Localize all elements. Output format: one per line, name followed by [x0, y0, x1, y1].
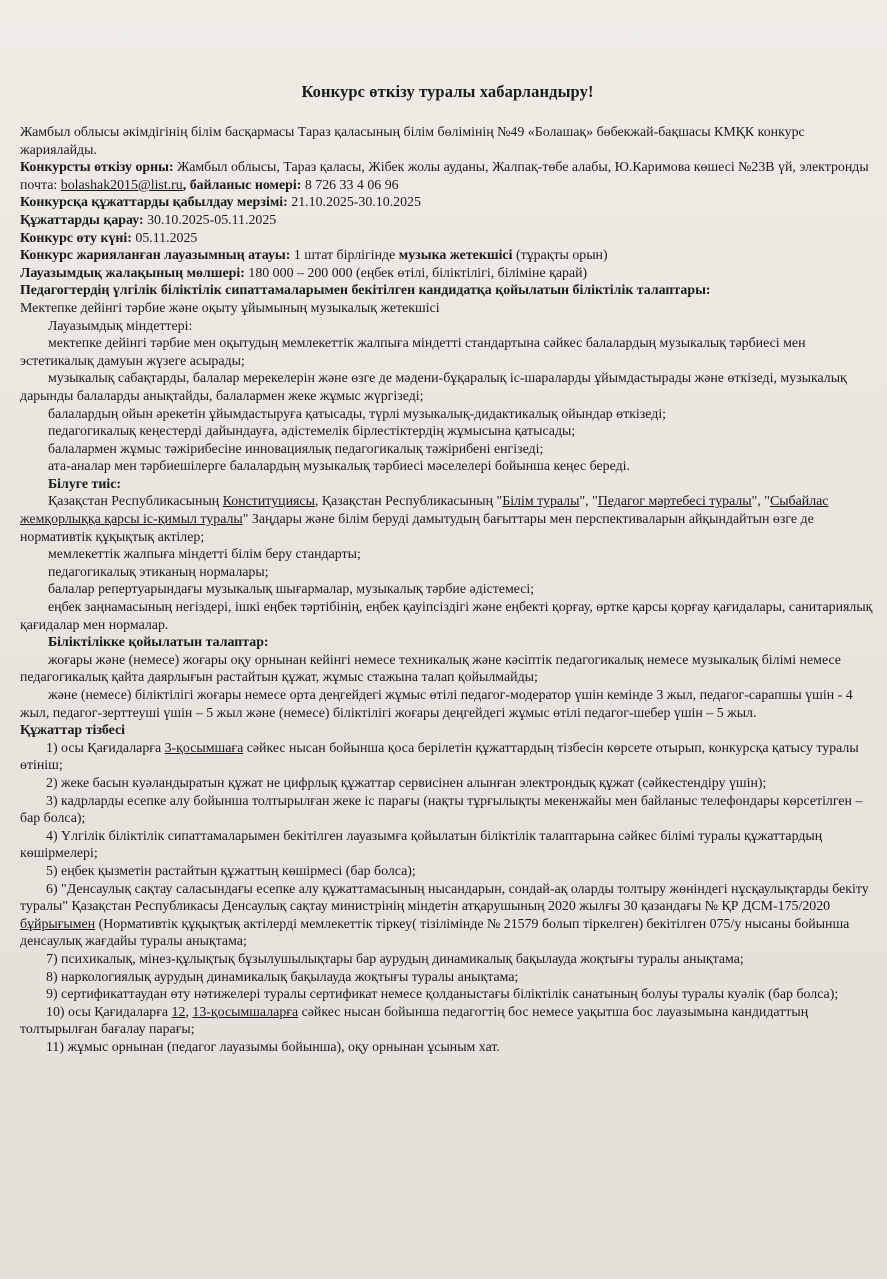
salary-line — [20, 265, 875, 283]
position-title: музыка жетекшісі — [398, 248, 513, 264]
requirement-item: және (немесе) біліктілігі жоғары немесе орта деңгейдегі жұмыс өтілі педагог-модератор үшін кемінде 3 жыл, педагог-сарапшы үшін - 4 жыл, педагог-зерттеуші үшін – 5 жыл және (немесе) біліктілігі жоғары деңгейдегі жұмыс өтілі педагог-шебер үшін – 5 жыл. — [20, 688, 853, 721]
knowledge-item: педагогикалық этиканың нормалары; — [48, 564, 269, 580]
constitution-link[interactable]: Конституциясы — [222, 494, 315, 510]
document-item-text: , — [185, 1004, 193, 1020]
document-item: 3) кадрларды есепке алу бойынша толтырылған жеке іс парағы (нақты тұрғылықты мекенжайы мен байланыс телефондары көрсетілген – бар болса); — [20, 793, 863, 827]
duty-item: педагогикалық кеңестерді дайындауға, әдістемелік бірлестіктердің жұмысына қатысады; — [48, 424, 576, 440]
email-link[interactable]: bolashak2015@list.ru — [60, 177, 183, 193]
document-body — [20, 124, 875, 1056]
duty-item: ата-аналар мен тәрбиешілерге балалардың музыкалық тәрбиесі мәселелері бойынша кеңес береді. — [48, 459, 630, 475]
document-item-text: сәйкес нысан бойынша педагогтің бос немесе уақытша бос лауазымына кандидаттың толтырылған бағалау парағы; — [20, 1004, 809, 1038]
contest-day-line — [20, 230, 875, 248]
document-item — [20, 881, 875, 951]
contest-day-label: Конкурс өту күні: — [20, 230, 132, 246]
knowledge-text: " Заңдары және білім беруді дамытудың бағыттары мен перспективаларын айқындайтын өзге де нормативтік құқықтық актілер; — [20, 512, 814, 545]
duty-item: музыкалық сабақтарды, балалар мерекелерін және өзге де мәдени-бұқаралық іс-шараларды ұйымдастырады және өткізеді, музыкалық дарынды балаларды анықтайды, балалармен жеке жұмыс жүргізеді; — [20, 371, 847, 404]
document-title: Конкурс өткізу туралы хабарландыру! — [301, 82, 594, 101]
anti-corruption-law-link[interactable]: Сыбайлас жемқорлыққа қарсы іс-қимыл туралы — [20, 494, 829, 528]
document-item-text: 10) осы Қағидаларға — [46, 1004, 172, 1020]
review-line — [20, 212, 875, 230]
duty-item: балалармен жұмыс тәжірибесіне инновациялық педагогикалық тәжірибені енгізеді; — [48, 441, 544, 457]
document-item — [20, 740, 875, 775]
knowledge-heading: Білуге тиіс: — [48, 476, 122, 492]
document-item: 2) жеке басын куәландыратын құжат не цифрлық құжаттар сервисінен алынған электрондық құжат (сәйкестендіру үшін); — [46, 775, 767, 791]
documents-heading: Құжаттар тізбесі — [20, 723, 126, 739]
document-item: 9) сертификаттаудан өту нәтижелері туралы сертификат немесе қолданыстағы біліктілік санатының болуы туралы куәлік (бар болса); — [46, 987, 839, 1003]
appendix-12-link[interactable]: 12 — [171, 1004, 186, 1020]
intro-paragraph: Жамбыл облысы әкімдігінің білім басқармасы Тараз қаласының білім бөлімінің №49 «Болашақ» бөбекжай-бақшасы КМҚК конкурс жариялайды. — [20, 125, 805, 158]
document-item — [20, 1004, 875, 1039]
duties-heading: Лауазымдық міндеттері: — [48, 318, 193, 334]
venue-address: Жамбыл облысы, Тараз қаласы, Жібек жолы ауданы, Жалпақ-төбе алабы, Ю.Каримова көшесі №23В үй, электронды почта: — [20, 160, 869, 193]
knowledge-item: мемлекеттік жалпыға міндетті білім беру стандарты; — [48, 547, 361, 563]
position-prefix: 1 штат бірлігінде — [293, 248, 396, 264]
venue-label: Конкурсты өткізу орны: — [20, 160, 174, 176]
knowledge-item: еңбек заңнамасының негіздері, ішкі еңбек тәртібінің, еңбек қауіпсіздігі және еңбекті қорғау, өртке қарсы қорғау қағидалары, санитариялық қағидалар мен нормалар. — [20, 600, 873, 633]
deadline-line — [20, 194, 875, 212]
education-law-link[interactable]: Білім туралы — [502, 494, 580, 510]
duty-item: мектепке дейінгі тәрбие мен оқытудың мемлекеттік жалпыға міндетті стандартына сәйкес балалардың музыкалық тәрбиесі мен эстетикалық дамуын жүзеге асырады; — [20, 336, 806, 369]
appendix-13-link[interactable]: 13-қосымшаларға — [192, 1004, 299, 1020]
knowledge-item: балалар репертуарындағы музыкалық шығармалар, музыкалық тәрбие әдістемесі; — [48, 582, 535, 598]
knowledge-text: , Қазақстан Республикасының " — [314, 494, 503, 510]
review-label: Құжаттарды қарау: — [20, 212, 144, 228]
document-item-text: 1) осы Қағидаларға — [46, 740, 165, 756]
phone-number: 8 726 33 4 06 96 — [304, 177, 399, 193]
venue-line — [20, 159, 875, 194]
order-link[interactable]: бұйрығымен — [20, 916, 96, 932]
requirements-heading: Біліктілікке қойылатын талаптар: — [48, 635, 269, 651]
duty-item: балалардың ойын әрекетін ұйымдастыруға қатысады, түрлі музыкалық-дидактикалық ойындар өткізеді; — [48, 406, 667, 422]
salary-value: 180 000 – 200 000 (еңбек өтілі, біліктілігі, біліміне қарай) — [248, 265, 588, 281]
requirement-item: жоғары және (немесе) жоғары оқу орнынан кейінгі немесе техникалық және кәсіптік педагогикалық немесе музыкалық білімі немесе педагогикалық қайта даярлығын растайтын құжат, жұмыс стажына талап қойылмайды; — [20, 652, 841, 686]
document-item-text: сәйкес нысан бойынша қоса берілетін құжаттардың тізбесін көрсете отырып, конкурсқа қатысу туралы өтініш; — [20, 740, 859, 774]
review-value: 30.10.2025-05.11.2025 — [147, 212, 277, 228]
deadline-value: 21.10.2025-30.10.2025 — [291, 195, 421, 211]
knowledge-text: ", " — [579, 494, 598, 510]
knowledge-text: ", " — [751, 494, 770, 510]
salary-label: Лауазымдық жалақының мөлшері: — [20, 265, 245, 281]
document-item: 11) жұмыс орнынан (педагог лауазымы бойынша), оқу орнынан ұсыным хат. — [46, 1039, 500, 1055]
document-item-text: 6) "Денсаулық сақтау саласындағы есепке алу құжаттамасының нысандарын, сондай-ақ оларды толтыру жөніндегі нұсқаулықтарды бекіту туралы" Қазақстан Республикасы Денсаулық сақтау министрінің міндетін атқарушының 2020 жылғы 30 қазандағы № ҚР ДСМ-175/2020 — [20, 881, 869, 915]
document-item: 8) наркологиялық аурудың динамикалық бақылауда жоқтығы туралы анықтама; — [46, 969, 519, 985]
position-suffix: (тұрақты орын) — [515, 248, 608, 264]
document-item: 5) еңбек қызметін растайтын құжаттың көшірмесі (бар болса); — [46, 863, 416, 879]
knowledge-item — [20, 493, 875, 546]
phone-label: , байланыс номері: — [182, 177, 302, 193]
document-item: 4) Үлгілік біліктілік сипаттамаларымен бекітілген лауазымға қойылатын біліктілік талаптарына сәйкес білімі туралы құжаттардың көшірмелері; — [20, 828, 823, 862]
document-item-text: (Нормативтік құқықтық актілерді мемлекеттік тіркеу( тізілімінде № 21579 болып тіркелген) бекітілген 075/у нысаны бойынша денсаулық жағдайы туралы анықтама; — [20, 916, 850, 950]
position-line — [20, 247, 875, 265]
deadline-label: Конкурсқа құжаттарды қабылдау мерзімі: — [20, 195, 288, 211]
contest-day-value: 05.11.2025 — [135, 230, 198, 246]
position-label: Конкурс жарияланған лауазымның атауы: — [20, 248, 291, 264]
qualification-heading: Педагогтердің үлгілік біліктілік сипаттамаларымен бекітілген кандидатқа қойылатын біліктілік талаптары: — [20, 283, 711, 299]
qualification-subheading: Мектепке дейінгі тәрбие және оқыту ұйымының музыкалық жетекшісі — [20, 300, 440, 316]
knowledge-text: Қазақстан Республикасының — [48, 494, 223, 510]
appendix-3-link[interactable]: 3-қосымшаға — [164, 740, 244, 756]
teacher-status-law-link[interactable]: Педагог мәртебесі туралы — [597, 494, 752, 510]
document-item: 7) психикалық, мінез-құлықтық бұзылушылықтары бар аурудың динамикалық бақылауда жоқтығы туралы анықтама; — [46, 951, 744, 967]
